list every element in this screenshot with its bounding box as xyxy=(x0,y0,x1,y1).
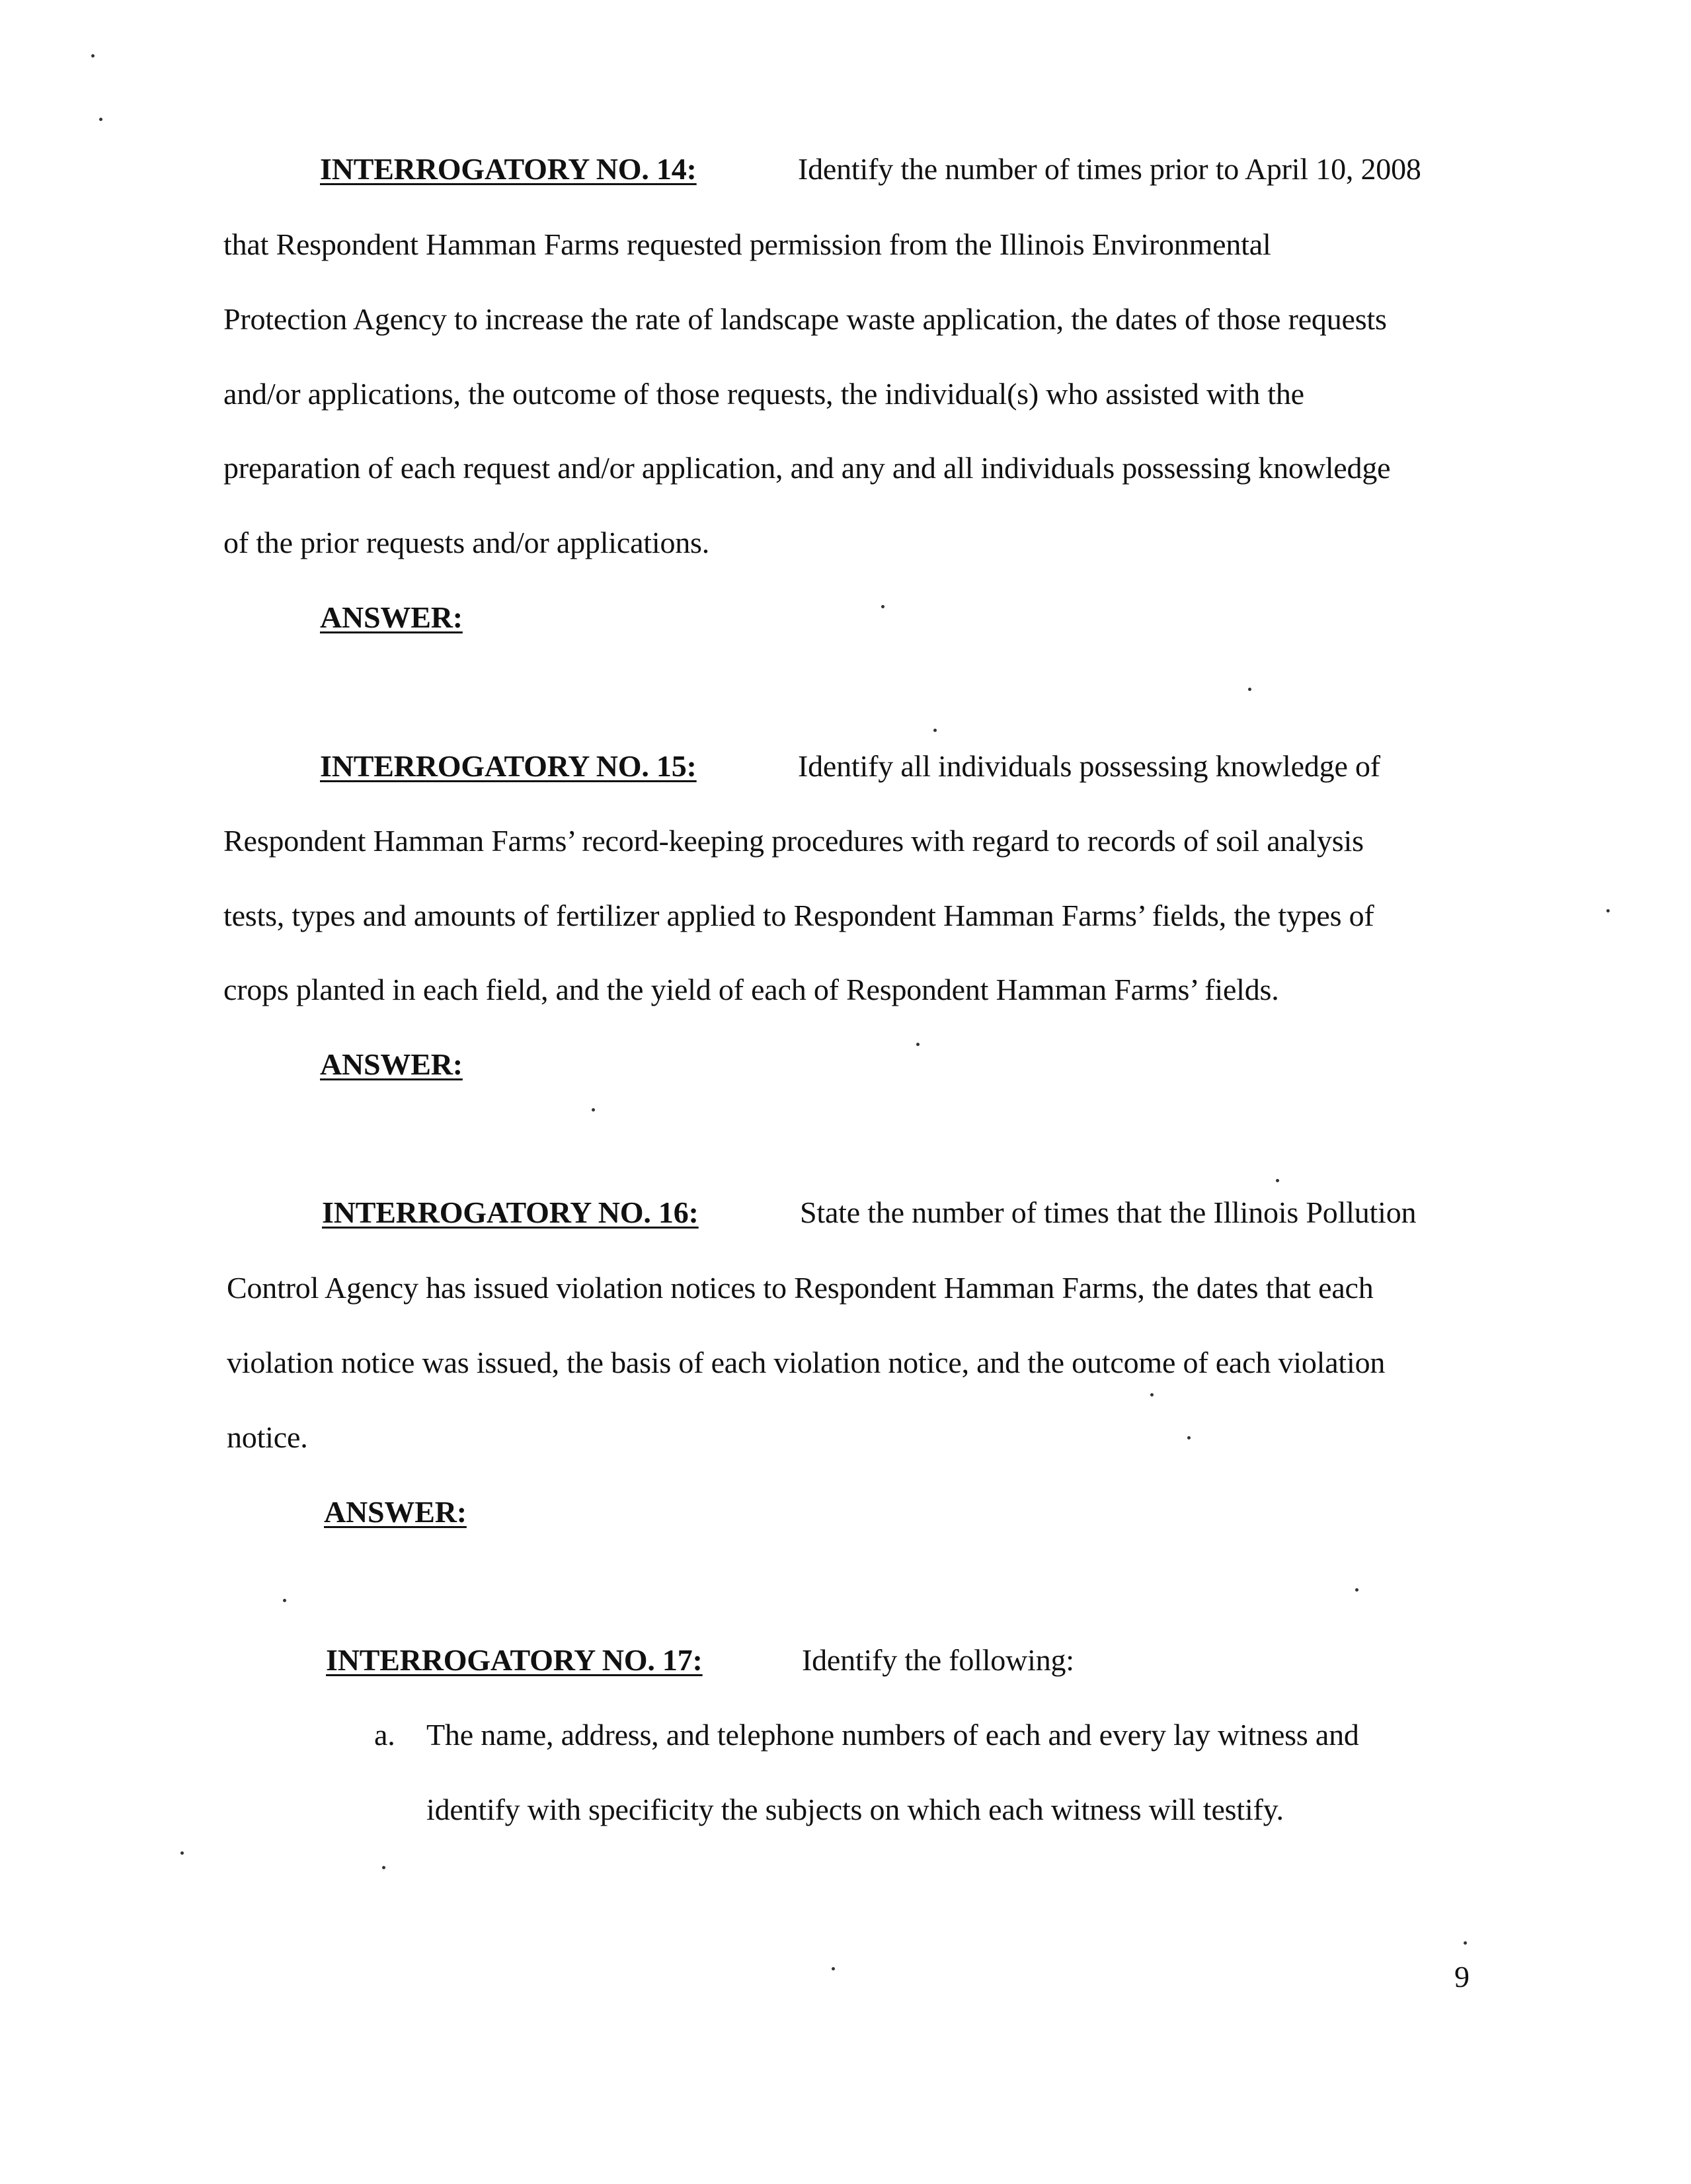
interrogatory-14-line-4: and/or applications, the outcome of those requests, the individual(s) who assisted with the xyxy=(223,377,1304,411)
interrogatory-17-heading: INTERROGATORY NO. 17: xyxy=(326,1643,703,1677)
interrogatory-15-line-4: crops planted in each field, and the yield of each of Respondent Hamman Farms’ fields. xyxy=(223,973,1279,1006)
interrogatory-15-answer-label: ANSWER: xyxy=(320,1047,463,1081)
interrogatory-14-answer-label: ANSWER: xyxy=(320,600,463,634)
scan-speck xyxy=(283,1599,286,1602)
interrogatory-17-line-1: Identify the following: xyxy=(802,1643,1074,1677)
scan-speck xyxy=(1606,909,1610,912)
interrogatory-17-item-a-marker: a. xyxy=(374,1718,395,1752)
scan-speck xyxy=(916,1043,920,1046)
interrogatory-14-line-6: of the prior requests and/or applications. xyxy=(223,526,710,559)
scan-speck xyxy=(180,1851,184,1855)
scan-speck xyxy=(832,1967,835,1970)
page-number: 9 xyxy=(1454,1960,1470,1994)
interrogatory-14-line-3: Protection Agency to increase the rate of landscape waste application, the dates of those requests xyxy=(223,302,1387,336)
scan-speck xyxy=(382,1866,385,1869)
interrogatory-17-item-a-line-2: identify with specificity the subjects on which each witness will testify. xyxy=(426,1793,1284,1826)
interrogatory-14-heading: INTERROGATORY NO. 14: xyxy=(320,152,697,186)
interrogatory-16-heading: INTERROGATORY NO. 16: xyxy=(322,1195,699,1229)
scan-speck xyxy=(1355,1588,1358,1592)
interrogatory-14-line-1: Identify the number of times prior to April 10, 2008 xyxy=(798,152,1421,186)
scan-speck xyxy=(1248,688,1251,691)
interrogatory-17-item-a-line-1: The name, address, and telephone numbers of each and every lay witness and xyxy=(426,1718,1359,1752)
scan-speck xyxy=(1464,1941,1467,1945)
interrogatory-15-line-3: tests, types and amounts of fertilizer applied to Respondent Hamman Farms’ fields, the types of xyxy=(223,899,1374,932)
scan-speck xyxy=(99,118,102,121)
scan-speck xyxy=(933,729,937,732)
interrogatory-16-answer-label: ANSWER: xyxy=(324,1495,467,1529)
interrogatory-16-line-2: Control Agency has issued violation notices to Respondent Hamman Farms, the dates that each xyxy=(227,1271,1374,1305)
interrogatory-15-line-2: Respondent Hamman Farms’ record-keeping procedures with regard to records of soil analysis xyxy=(223,824,1364,858)
interrogatory-15-line-1: Identify all individuals possessing knowledge of xyxy=(798,749,1380,783)
scan-speck xyxy=(1150,1393,1154,1396)
scan-speck xyxy=(592,1108,595,1112)
scan-speck xyxy=(91,54,95,58)
interrogatory-16-line-1: State the number of times that the Illinois Pollution xyxy=(800,1195,1417,1229)
scan-speck xyxy=(881,605,885,608)
scan-speck xyxy=(1276,1179,1279,1182)
interrogatory-15-heading: INTERROGATORY NO. 15: xyxy=(320,749,697,783)
interrogatory-14-line-2: that Respondent Hamman Farms requested permission from the Illinois Environmental xyxy=(223,227,1271,261)
interrogatory-14-line-5: preparation of each request and/or application, and any and all individuals possessing knowledge xyxy=(223,451,1391,485)
interrogatory-16-line-4: notice. xyxy=(227,1420,308,1454)
scan-speck xyxy=(1187,1436,1191,1439)
interrogatory-16-line-3: violation notice was issued, the basis of each violation notice, and the outcome of each violation xyxy=(227,1346,1386,1379)
